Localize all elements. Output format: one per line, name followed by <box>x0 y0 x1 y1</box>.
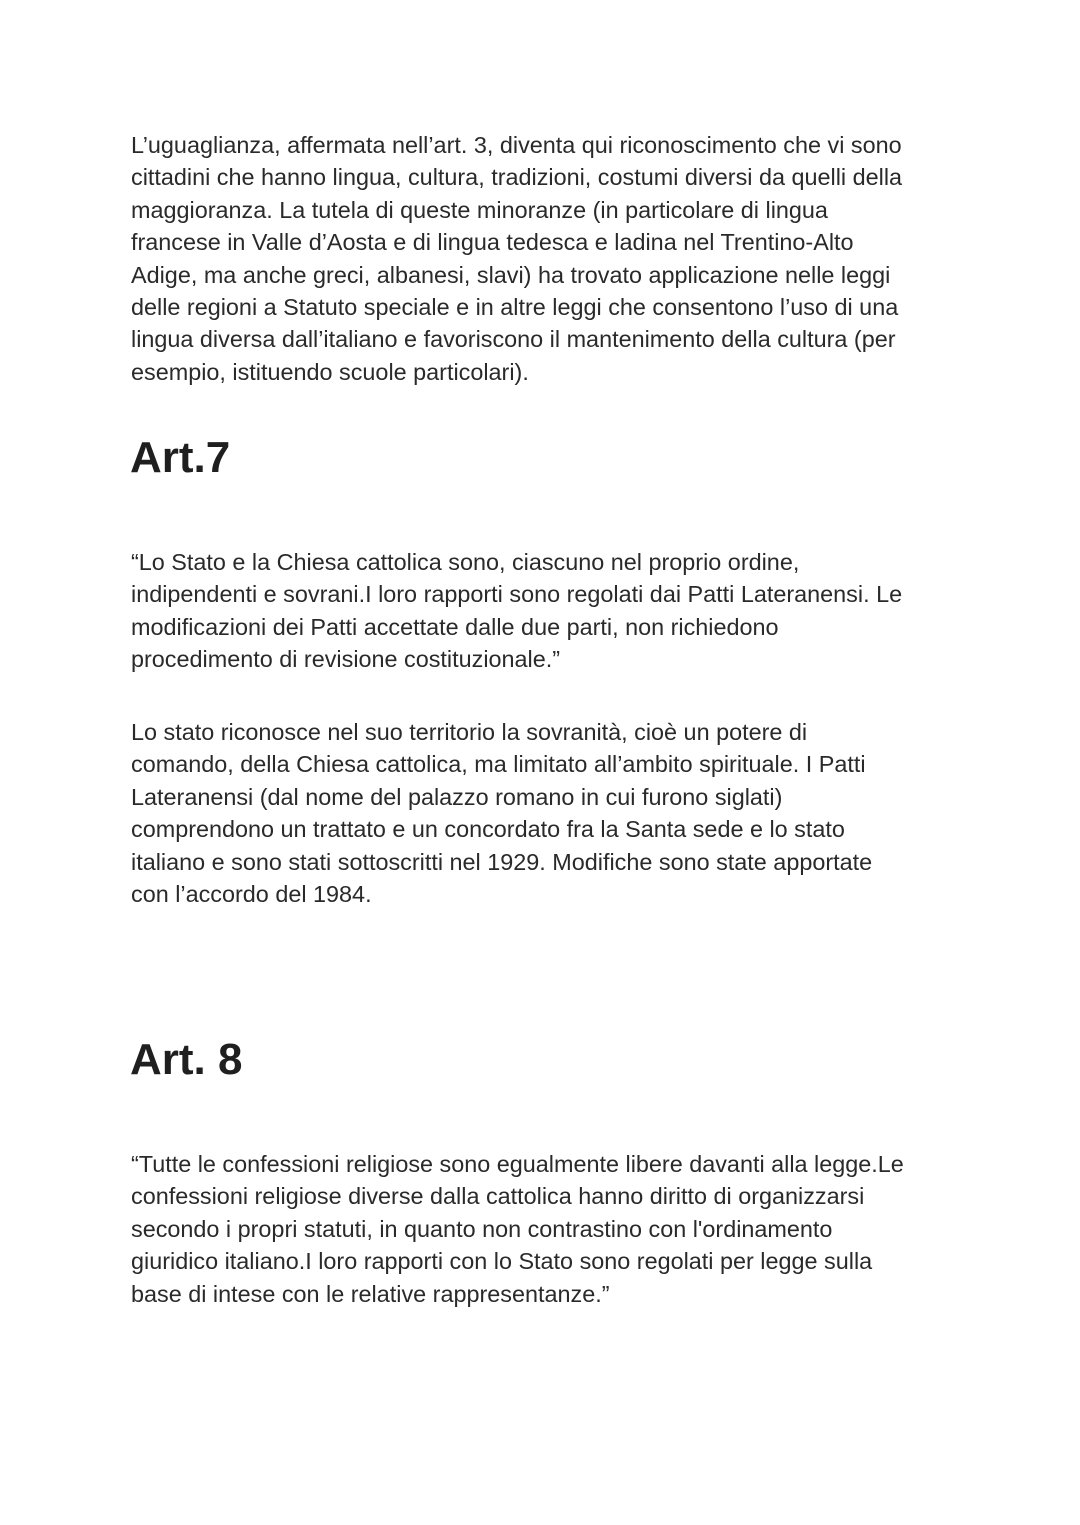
article-8-quote: “Tutte le confessioni religiose sono egualmente libere davanti alla legge.Le confessioni religiose diverse dalla cattolica hanno diritto di organizzarsi secondo i propri statuti, in quanto non contrastino con l'ordinamento giuridico italiano.I loro rapporti con lo Stato sono regolati per legge sulla base di intese con le relative rappresentanze.” <box>131 1151 904 1307</box>
article-7-quote: “Lo Stato e la Chiesa cattolica sono, ciascuno nel proprio ordine, indipendenti e sovrani.I loro rapporti sono regolati dai Patti Lateranensi. Le modificazioni dei Patti accettate dalle due parti, non richiedono procedimento di revisione costituzionale.” <box>131 549 903 673</box>
article-7-commentary: Lo stato riconosce nel suo territorio la sovranità, cioè un potere di comando, della Chiesa cattolica, ma limitato all’ambito spirituale. I Patti Lateranensi (dal nome del palazzo romano in cui furono siglati) comprendono un trattato e un concordato fra la Santa sede e lo stato italiano e sono stati sottoscritti nel 1929. Modifiche sono state apportate con l’accordo del 1984. <box>131 719 873 908</box>
article-7-heading: Art.7 <box>130 433 231 482</box>
article-8-heading: Art. 8 <box>130 1035 243 1084</box>
intro-paragraph: L’uguaglianza, affermata nell’art. 3, diventa qui riconoscimento che vi sono cittadini che hanno lingua, cultura, tradizioni, costumi diversi da quelli della maggioranza. La tutela di queste minoranze (in particolare di lingua francese in Valle d’Aosta e di lingua tedesca e ladina nel Trentino-Alto Adige, ma anche greci, albanesi, slavi) ha trovato applicazione nelle leggi delle regioni a Statuto speciale e in altre leggi che consentono l’uso di una lingua diversa dall’italiano e favoriscono il mantenimento della cultura (per esempio, istituendo scuole particolari). <box>131 132 903 385</box>
